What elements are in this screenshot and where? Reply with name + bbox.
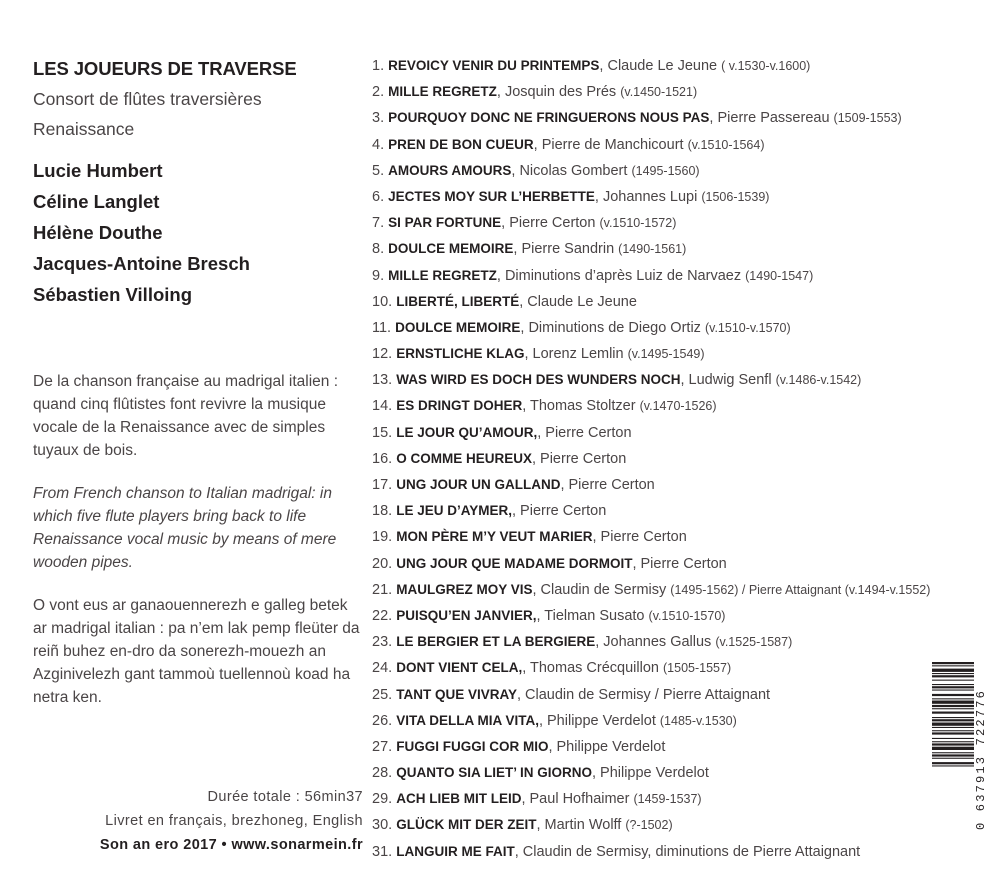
track-composer: Josquin des Prés (504, 84, 617, 101)
track-composer: Claudin de Sermisy (540, 581, 667, 598)
track-dates: (1509-1553) (833, 111, 902, 126)
track-composer: Pierre Certon (568, 477, 655, 493)
track-dates: (v.1510-1570) (648, 608, 726, 623)
barcode-bar (932, 662, 974, 664)
track-row: 1. REVOICY VENIR DU PRINTEMPS, Claude Le Jeune ( v.1530-v.1600) (372, 58, 811, 74)
barcode-bar (932, 680, 974, 681)
track-dates: (1490-1561) (618, 242, 687, 257)
track-number: 7. (372, 215, 385, 232)
barcode-bar (932, 690, 974, 691)
track-composer: Thomas Crécquillon (530, 660, 659, 677)
barcode-bar (932, 747, 974, 750)
track-title: O COMME HEUREUX (396, 450, 532, 466)
musician-name: Jacques-Antoine Bresch (33, 253, 250, 274)
track-composer: Martin Wolff (544, 817, 622, 834)
track-title: WAS WIRD ES DOCH DES WUNDERS NOCH (396, 372, 681, 388)
track-row: 27. FUGGI FUGGI COR MIO, Philippe Verdelot (372, 738, 666, 755)
track-row: 21. MAULGREZ MOY VIS, Claudin de Sermisy (1495-1562) / Pierre Attaignant (v.1494-v.1552) (372, 581, 931, 598)
track-number: 26. (372, 712, 393, 729)
track-row: 24. DONT VIENT CELA,, Thomas Crécquillon (1505-1557) (372, 660, 732, 677)
track-title: GLÜCK MIT DER ZEIT (396, 817, 537, 833)
track-title: MILLE REGRETZ (388, 267, 497, 283)
track-composer: Pierre Certon (545, 424, 632, 441)
track-number: 31. (372, 843, 393, 860)
track-number: 10. (372, 293, 393, 310)
booklet-languages: Livret en français, brezhoneg, English (105, 813, 363, 829)
track-composer: Claudin de Sermisy / Pierre Attaignant (525, 686, 771, 703)
track-number: 17. (372, 477, 393, 493)
track-title: SI PAR FORTUNE (388, 215, 502, 231)
track-dates: (v.1495-1549) (627, 347, 705, 362)
track-title: POURQUOY DONC NE FRINGUERONS NOUS PAS (388, 110, 710, 126)
track-title: LIBERTÉ, LIBERTÉ (396, 293, 520, 309)
track-row: 25. TANT QUE VIVRAY, Claudin de Sermisy / Pierre Attaignant (372, 686, 771, 703)
track-dates: (1495-1562) / Pierre Attaignant (v.1494-v.1552) (670, 582, 931, 597)
track-number: 22. (372, 607, 393, 624)
barcode-bar (932, 708, 974, 709)
musician-name: Lucie Humbert (33, 160, 163, 181)
track-row: 4. PREN DE BON CUEUR, Pierre de Manchicourt (v.1510-1564) (372, 136, 765, 153)
track-row: 2. MILLE REGRETZ, Josquin des Prés (v.1450-1521) (372, 84, 698, 101)
barcode-digits: 0 637913 722776 (974, 688, 988, 830)
track-number: 8. (372, 241, 385, 258)
track-list (372, 56, 932, 868)
track-title: QUANTO SIA LIET’ IN GIORNO (396, 765, 592, 781)
track-dates: ( v.1530-v.1600) (721, 59, 811, 73)
barcode-bar (932, 752, 974, 753)
track-composer: Pierre Certon (509, 215, 596, 232)
barcode-bar (932, 732, 974, 734)
track-composer: Claude Le Jeune (527, 293, 637, 310)
track-row: 3. POURQUOY DONC NE FRINGUERONS NOUS PAS, Pierre Passereau (1509-1553) (372, 110, 902, 127)
barcode-bar (932, 665, 974, 666)
track-composer: Claudin de Sermisy, diminutions de Pierre Attaignant (522, 843, 861, 860)
track-number: 24. (372, 660, 393, 677)
barcode-bar (932, 673, 974, 674)
track-title: DOULCE MEMOIRE (395, 319, 521, 335)
track-composer: Pierre Certon (540, 450, 627, 467)
track-number: 27. (372, 738, 393, 755)
track-title: ERNSTLICHE KLAG (396, 346, 525, 362)
track-title: ES DRINGT DOHER (396, 398, 523, 414)
track-dates: (1485-v.1530) (659, 713, 737, 728)
track-composer: Pierre Certon (520, 503, 607, 520)
track-row: 16. O COMME HEUREUX, Pierre Certon (372, 450, 627, 467)
barcode-bar (932, 717, 974, 718)
barcode-bar (932, 754, 974, 756)
track-number: 15. (372, 424, 393, 441)
track-number: 20. (372, 555, 393, 572)
track-number: 9. (372, 267, 385, 284)
track-dates: (1495-1560) (631, 163, 700, 178)
track-row: 23. LE BERGIER ET LA BERGIERE, Johannes Gallus (v.1525-1587) (372, 634, 793, 651)
track-number: 12. (372, 346, 393, 363)
track-title: AMOURS AMOURS (388, 162, 512, 178)
track-composer: Philippe Verdelot (556, 738, 666, 755)
track-row: 26. VITA DELLA MIA VITA,, Philippe Verdelot (1485-v.1530) (372, 712, 737, 729)
barcode-bar (932, 686, 974, 688)
barcode-bar (932, 738, 974, 739)
track-composer: Pierre de Manchicourt (541, 136, 684, 153)
track-row: 11. DOULCE MEMOIRE, Diminutions de Diego Ortiz (v.1510-v.1570) (372, 319, 791, 336)
description-french: De la chanson française au madrigal italien : quand cinq flûtistes font revivre la musique vocale de la Renaissance avec de simples tuyaux de bois. (33, 373, 339, 459)
barcode-bar (932, 684, 974, 685)
musician-name: Sébastien Villoing (33, 284, 193, 305)
ensemble-subtitle-line-2: Renaissance (33, 119, 135, 139)
track-title: ACH LIEB MIT LEID (396, 791, 522, 807)
track-number: 1. (372, 58, 385, 74)
track-title: PREN DE BON CUEUR (388, 136, 534, 152)
track-composer: Philippe Verdelot (547, 712, 656, 729)
track-composer: Pierre Certon (600, 529, 687, 546)
track-composer: Nicolas Gombert (519, 162, 628, 179)
track-composer: Tielman Susato (544, 607, 645, 624)
barcode-bar (932, 675, 974, 677)
track-dates: (v.1486-v.1542) (775, 373, 862, 388)
track-composer: Pierre Sandrin (521, 241, 615, 258)
ensemble-name: LES JOUEURS DE TRAVERSE (33, 58, 297, 79)
track-composer: Lorenz Lemlin (532, 346, 624, 363)
track-row: 14. ES DRINGT DOHER, Thomas Stoltzer (v.1470-1526) (372, 398, 717, 415)
track-composer: Paul Hofhaimer (529, 791, 630, 808)
track-number: 11. (372, 319, 392, 336)
track-title: REVOICY VENIR DU PRINTEMPS (388, 58, 600, 73)
track-row: 18. LE JEU D’AYMER,, Pierre Certon (372, 503, 607, 520)
track-title: DONT VIENT CELA, (396, 660, 523, 676)
track-dates: (v.1510-1572) (599, 216, 677, 231)
label-credit: Son an ero 2017 • www.sonarmein.fr (99, 837, 363, 853)
barcode-bar (932, 765, 974, 766)
track-number: 30. (372, 817, 393, 834)
track-title: PUISQU’EN JANVIER, (396, 607, 537, 623)
musician-list (33, 160, 250, 315)
track-number: 14. (372, 398, 393, 415)
track-number: 16. (372, 450, 393, 467)
track-title: DOULCE MEMOIRE (388, 241, 514, 257)
track-title: VITA DELLA MIA VITA, (396, 712, 539, 728)
musician-name: Céline Langlet (33, 191, 160, 212)
barcode-bar (932, 758, 974, 759)
track-number: 25. (372, 686, 393, 703)
track-dates: (?-1502) (625, 818, 673, 833)
track-composer: Diminutions d’après Luiz de Narvaez (504, 267, 742, 284)
track-row: 9. MILLE REGRETZ, Diminutions d’après Luiz de Narvaez (1490-1547) (372, 267, 814, 284)
track-title: LE JEU D’AYMER, (396, 503, 512, 519)
track-dates: (1490-1547) (745, 268, 814, 283)
barcode-bars (932, 660, 974, 830)
track-row: 17. UNG JOUR UN GALLAND, Pierre Certon (372, 477, 655, 493)
track-row: 13. WAS WIRD ES DOCH DES WUNDERS NOCH, Ludwig Senfl (v.1486-v.1542) (372, 372, 862, 389)
track-number: 4. (372, 136, 385, 153)
track-row: 20. UNG JOUR QUE MADAME DORMOIT, Pierre Certon (372, 555, 727, 572)
barcode-bar (932, 694, 974, 696)
track-title: LANGUIR ME FAIT (396, 843, 515, 859)
musician-name: Hélène Douthe (33, 222, 163, 243)
track-row: 28. QUANTO SIA LIET’ IN GIORNO, Philippe Verdelot (372, 765, 709, 782)
description-breton: O vont eus ar ganaouennerezh e galleg betek ar madrigal italian : pa n’em lak pemp fleüter da reiñ buhez en-dro da sonerezh-mouezh an Azginivelezh gant tammoù tuellennoù koad ha netra ken. (33, 597, 360, 706)
track-row: 10. LIBERTÉ, LIBERTÉ, Claude Le Jeune (372, 293, 637, 310)
track-row: 12. ERNSTLICHE KLAG, Lorenz Lemlin (v.1495-1549) (372, 346, 705, 363)
track-title: TANT QUE VIVRAY (396, 686, 517, 702)
track-number: 13. (372, 372, 393, 389)
track-number: 28. (372, 765, 393, 782)
track-row: 22. PUISQU’EN JANVIER,, Tielman Susato (v.1510-1570) (372, 607, 726, 624)
barcode-bar (932, 730, 974, 731)
track-composer: Pierre Certon (640, 555, 727, 572)
track-row: 7. SI PAR FORTUNE, Pierre Certon (v.1510-1572) (372, 215, 677, 232)
barcode-bar (932, 743, 974, 745)
barcode-bar (932, 723, 974, 726)
track-dates: (1506-1539) (701, 189, 770, 204)
track-composer: Johannes Gallus (603, 634, 712, 651)
footer-info (33, 789, 363, 861)
track-composer: Pierre Passereau (717, 110, 830, 127)
track-number: 5. (372, 162, 385, 179)
ensemble-subtitle-line-1: Consort de flûtes traversières (33, 89, 262, 109)
track-composer: Johannes Lupi (602, 188, 698, 205)
track-dates: (v.1450-1521) (620, 85, 698, 100)
total-duration: Durée totale : 56min37 (207, 789, 363, 805)
track-number: 23. (372, 634, 393, 651)
barcode-bar (932, 701, 974, 704)
track-composer: Philippe Verdelot (600, 765, 709, 782)
track-row: 30. GLÜCK MIT DER ZEIT, Martin Wolff (?-1502) (372, 817, 673, 834)
barcode-bar (932, 741, 974, 742)
track-row: 29. ACH LIEB MIT LEID, Paul Hofhaimer (1459-1537) (372, 791, 702, 808)
barcode-bar (932, 705, 974, 707)
barcode-bar (932, 762, 974, 764)
track-row: 19. MON PÈRE M’Y VEUT MARIER, Pierre Certon (372, 529, 687, 546)
barcode-bar (932, 719, 974, 721)
track-row: 6. JECTES MOY SUR L’HERBETTE, Johannes Lupi (1506-1539) (372, 188, 770, 205)
track-dates: (1505-1557) (663, 661, 732, 676)
track-number: 21. (372, 581, 393, 598)
track-number: 2. (372, 84, 385, 101)
track-composer: Thomas Stoltzer (530, 398, 636, 415)
track-dates: (v.1525-1587) (715, 635, 793, 650)
track-number: 3. (372, 110, 385, 127)
barcode-bar (932, 698, 974, 699)
track-title: FUGGI FUGGI COR MIO (396, 738, 549, 754)
track-title: LE JOUR QU’AMOUR, (396, 424, 538, 440)
barcode-bar (932, 727, 974, 728)
track-dates: (v.1470-1526) (639, 399, 717, 414)
track-title: LE BERGIER ET LA BERGIERE (396, 634, 596, 650)
track-row: 8. DOULCE MEMOIRE, Pierre Sandrin (1490-1561) (372, 241, 687, 258)
track-number: 18. (372, 503, 393, 520)
track-number: 6. (372, 188, 385, 205)
track-dates: (1459-1537) (633, 792, 702, 807)
track-title: MON PÈRE M’Y VEUT MARIER (396, 529, 593, 545)
track-title: JECTES MOY SUR L’HERBETTE (388, 188, 595, 204)
track-title: MAULGREZ MOY VIS (396, 581, 533, 597)
track-number: 19. (372, 529, 393, 546)
barcode-bar (932, 669, 974, 672)
track-composer: Claude Le Jeune (607, 58, 718, 74)
barcode-bar (932, 712, 974, 714)
barcode (932, 660, 992, 830)
track-row: 15. LE JOUR QU’AMOUR,, Pierre Certon (372, 424, 632, 441)
track-composer: Ludwig Senfl (688, 372, 772, 389)
track-row: 31. LANGUIR ME FAIT, Claudin de Sermisy, diminutions de Pierre Attaignant (372, 843, 861, 860)
track-title: UNG JOUR UN GALLAND (396, 477, 561, 492)
track-dates: (v.1510-v.1570) (704, 320, 791, 335)
track-dates: (v.1510-1564) (687, 137, 765, 152)
description-english: From French chanson to Italian madrigal: in which five flute players bring back to life Renaissance vocal music by means of mere wooden pipes. (33, 485, 337, 571)
track-number: 29. (372, 791, 393, 808)
track-composer: Diminutions de Diego Ortiz (528, 319, 701, 336)
track-title: MILLE REGRETZ (388, 84, 497, 100)
track-row: 5. AMOURS AMOURS, Nicolas Gombert (1495-1560) (372, 162, 700, 179)
track-title: UNG JOUR QUE MADAME DORMOIT (396, 555, 633, 571)
